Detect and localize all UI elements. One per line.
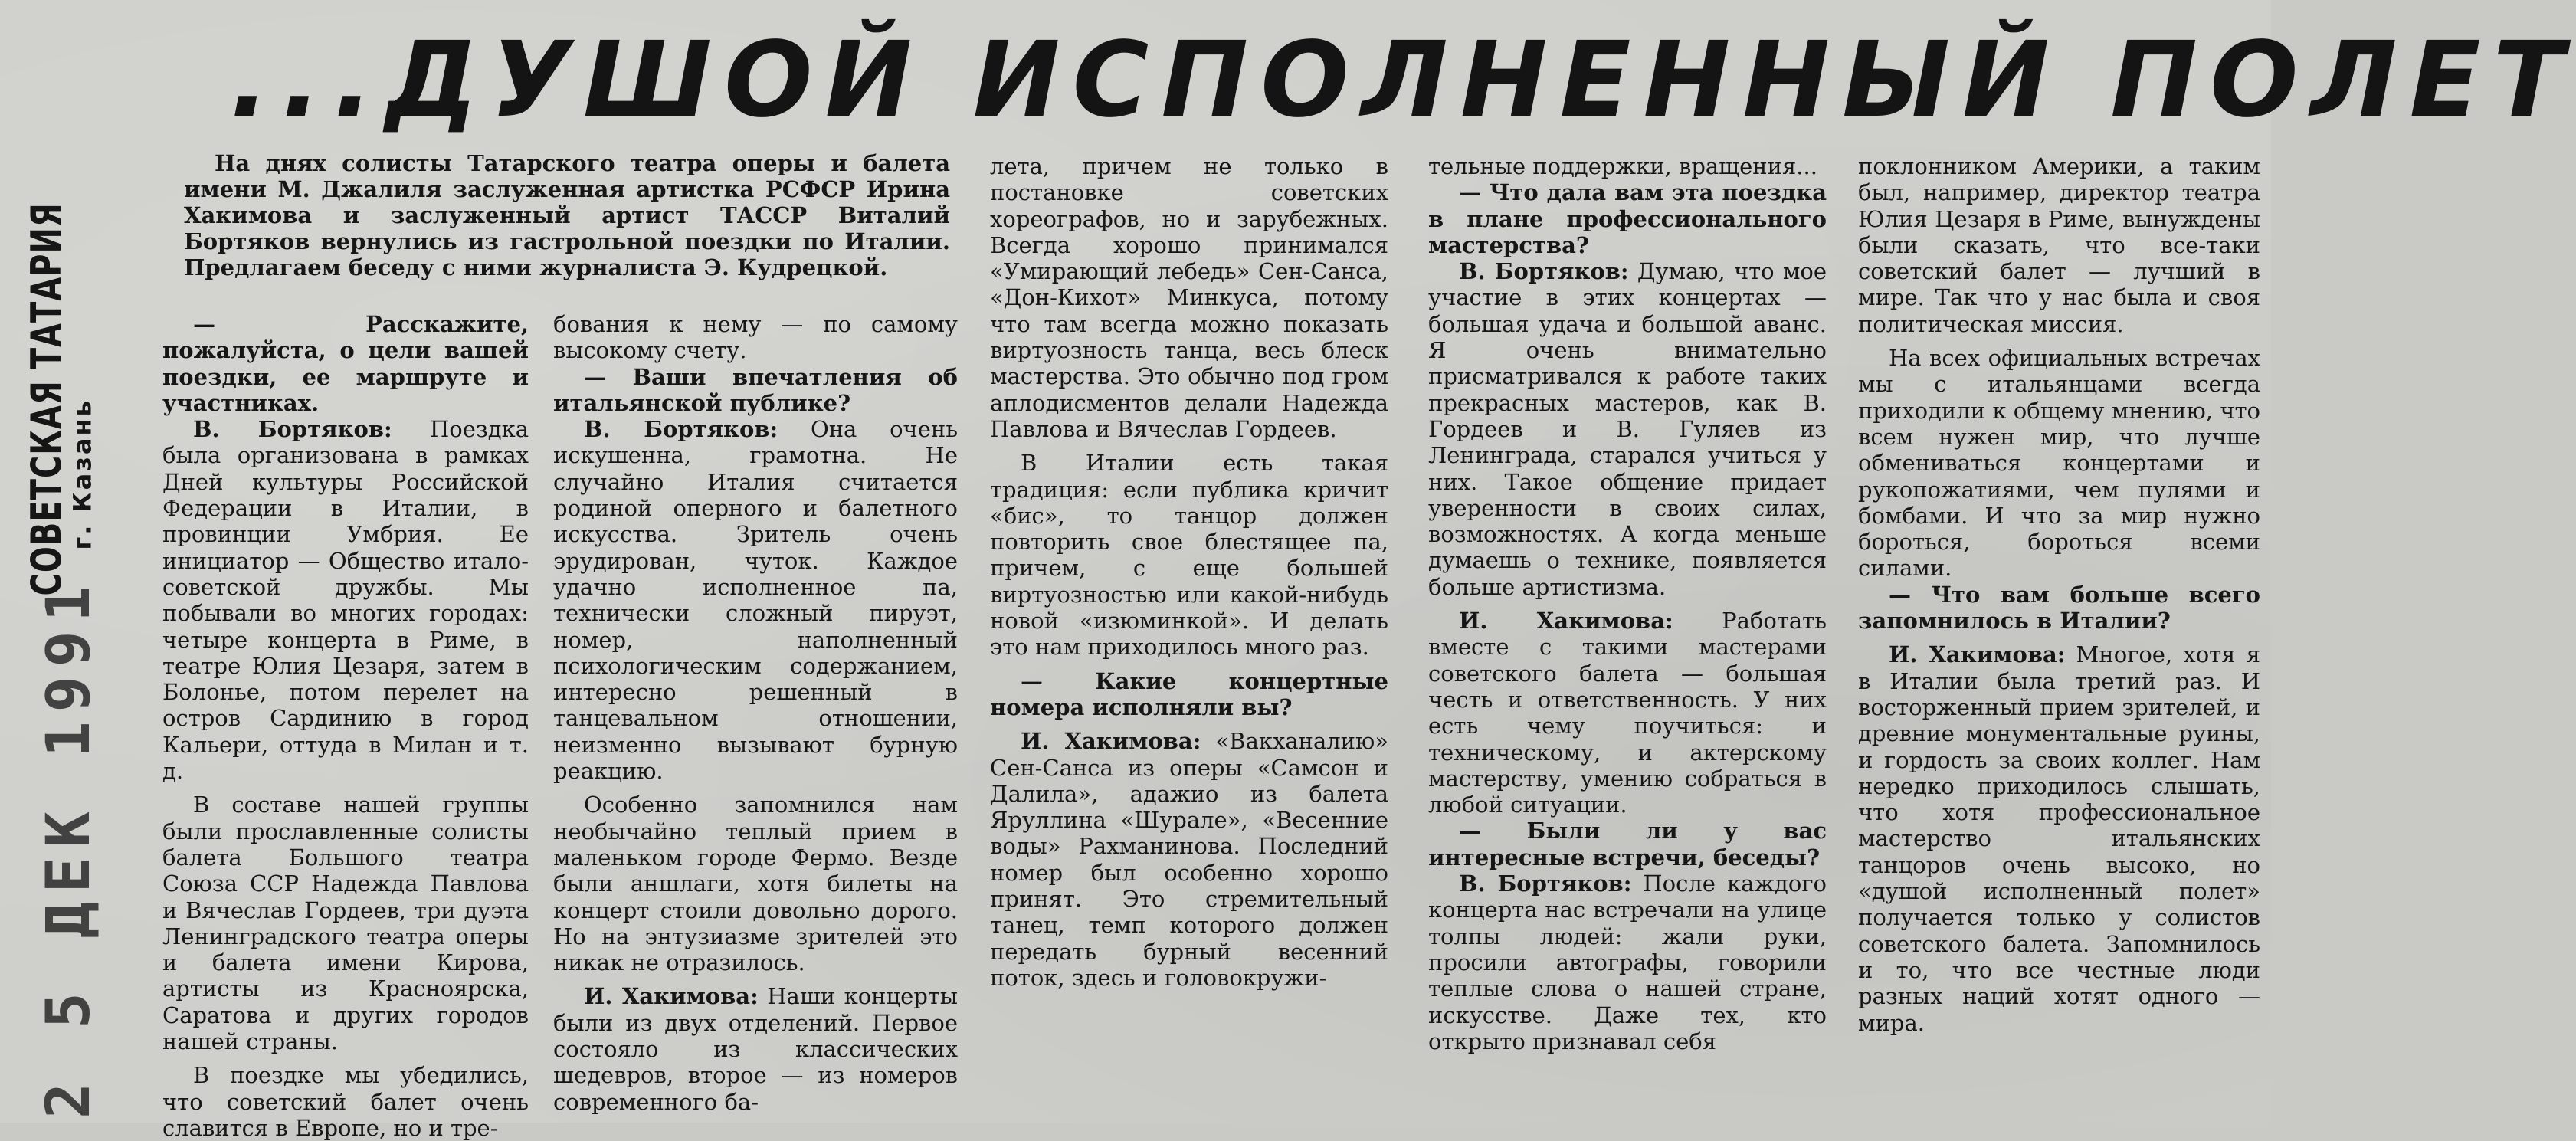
masthead [15,202,119,598]
article-column-2 [553,311,958,1120]
speaker-name: В. Бортяков: [1459,258,1629,285]
speaker-name: И. Хакимова: [1889,641,2066,668]
answer-text: Наши концерты были из двух отделений. Первое состояло из классических шедевров, второе — из номеров современного ба- [553,983,959,1115]
speaker-name: И. Хакимова: [1459,608,1673,634]
paragraph: тельные поддержки, вращения... [1428,153,1817,179]
answer-text: После каждого концерта нас встречали на улице толпы людей: жали руки, просили автографы, говорили теплые слова о нашей стране, искусстве. Даже тех, кто открыто признавал себя [1428,871,1827,1054]
paragraph: В составе нашей группы были прославленные солисты балета Большого театра Союза ССР Надежда Павлова и Вячеслав Гордеев, три дуэта Ленинградского театра оперы и балета имени Кирова, артисты из Красноярска, Саратова и других городов нашей страны. [162,792,529,1055]
headline: ...ДУШОЙ ИСПОЛНЕННЫЙ ПОЛЕТ [230,20,2576,141]
question: — Что вам больше всего запомнилось в Италии? [1858,581,2260,634]
paragraph: лета, причем не только в постановке советских хореографов, но и зарубежных. Всегда хорошо принимался «Умирающий лебедь» Сен-Санса, «Дон-Кихот» Минкуса, потому что там всегда можно показать виртуозность танца, весь блеск мастерства. Это обычно под гром аплодисментов делали Надежда Павлова и Вячеслав Гордеев. [990,153,1388,442]
paragraph: На всех официальных встречах мы с итальянцами всегда приходили к общему мнению, что всем нужен мир, что лучше обмениваться концертами и рукопожатиями, чем пулями и бомбами. И что за мир нужно бороться, бороться всеми силами. [1858,345,2260,582]
speaker-name: В. Бортяков: [584,416,778,443]
date-stamp-text: 2 5 ДЕК 1991 [34,576,103,1119]
speaker-name: И. Хакимова: [584,983,759,1010]
paragraph: Особенно запомнился нам необычайно теплый прием в маленьком городе Фермо. Везде были аншлаги, хотя билеты на концерт стоили довольно дорого. Но на энтузиазме зрителей это никак не отразилось. [553,792,958,976]
question: — Какие концертные номера исполняли вы? [990,667,1388,720]
question: — Были ли у вас интересные встречи, беседы? [1428,818,1827,871]
article-column-1 [162,311,529,1141]
paragraph: В Италии есть такая традиция: если публика кричит «бис», то танцор должен повторить свое блестящее па, причем, с еще большей виртуозностью или какой-нибудь новой «изюминкой». И делать это нам приходилось много раз. [990,450,1388,661]
answer-text: Она очень искушенна, грамотна. Не случайно Италия считается родиной оперного и балетного искусства. Зритель очень эрудирован, чуток. Каждое удачно исполненное па, технически сложный пируэт, номер, наполненный психологическим содержанием, интересно решенный в танцевальном отношении, неизменно вызывают бурную реакцию. [553,416,959,785]
speaker-name: И. Хакимова: [1021,728,1201,755]
article-column-3 [990,153,1388,1119]
answer-text: Работать вместе с такими мастерами советского балета — большая честь и ответственность. У них есть чему поучиться: и техническому, и актерскому мастерству, умению собраться в любой ситуации. [1428,608,1827,818]
newspaper-city: г. Казань [67,398,97,550]
date-stamp [23,576,115,1119]
question: — Расскажите, пожалуйста, о цели вашей поездки, ее маршруте и участниках. [162,311,529,416]
paragraph: бования к нему — по самому высокому счету. [553,311,958,364]
answer-paragraph [553,983,958,1114]
answer-paragraph [162,416,529,784]
answer-paragraph [1858,641,2260,1035]
question: — Ваши впечатления об итальянской публике? [553,363,958,416]
intro-lead: На днях солисты Татарского театра оперы и балета имени М. Джалиля заслуженная артистка РСФСР Ирина Хакимова и заслуженный артист ТАССР Виталий Бортяков вернулись из гастрольной поездки по Италии. Предлагаем беседу с ними журналиста Э. Кудрецкой. [184,150,950,280]
paragraph: поклонником Америки, а таким был, например, директор театра Юлия Цезаря в Риме, вынуждены были сказать, что все-таки советский балет — лучший в мире. Так что у нас была и своя политическая миссия. [1858,153,2260,337]
answer-paragraph [1428,608,1827,818]
speaker-name: В. Бортяков: [193,416,392,443]
answer-text: Поездка была организована в рамках Дней культуры Российской Федерации в Италии, в провинции Умбрия. Ее инициатор — Общество итало-советской дружбы. Мы побывали во многих городах: четыре концерта в Риме, в театре Юлия Цезаря, затем в Болонье, потом перелет на остров Сардинию в город Кальери, оттуда в Милан и т. д. [162,416,529,785]
answer-paragraph [990,728,1388,991]
newspaper-name: СОВЕТСКАЯ ТАТАРИЯ [23,202,71,596]
answer-paragraph [553,416,958,784]
answer-text: «Вакханалию» Сен-Санса из оперы «Самсон и Далила», адажио из балета Яруллина «Шурале», «Весенние воды» Рахманинова. Последний номер был особенно хорошо принят. Это стремительный танец, темп которого должен передать бурный весенний поток, здесь и головокружи- [990,728,1388,991]
answer-text: Многое, хотя я в Италии была третий раз. И восторженный прием зрителей, и древние монументальные руины, и гордость за своих коллег. Нам нередко приходилось слышать, что хотя профессиональное мастерство итальянских танцоров очень высоко, но «душой исполненный полет» получается только у солистов советского балета. Запомнилось и то, что все честные люди разных наций хотят одного — мира. [1858,641,2260,1036]
article-column-5 [1858,153,2260,1119]
answer-text: Думаю, что мое участие в этих концертах — большая удача и большой аванс. Я очень внимательно присматривался к работе таких прекрасных мастеров, как В. Гордеев и В. Гуляев из Ленинграда, старался учиться у них. Такое общение придает уверенности в своих силах, возможностях. А когда меньше думаешь о технике, появляется больше артистизма. [1428,258,1827,600]
article-column-4 [1428,153,1827,1119]
answer-paragraph [1428,258,1827,600]
speaker-name: В. Бортяков: [1459,871,1632,897]
answer-paragraph [1428,871,1827,1054]
question: — Что дала вам эта поездка в плане профессионального мастерства? [1428,179,1827,258]
paragraph: В поездке мы убедились, что советский балет очень славится в Европе, но и тре- [162,1062,529,1141]
